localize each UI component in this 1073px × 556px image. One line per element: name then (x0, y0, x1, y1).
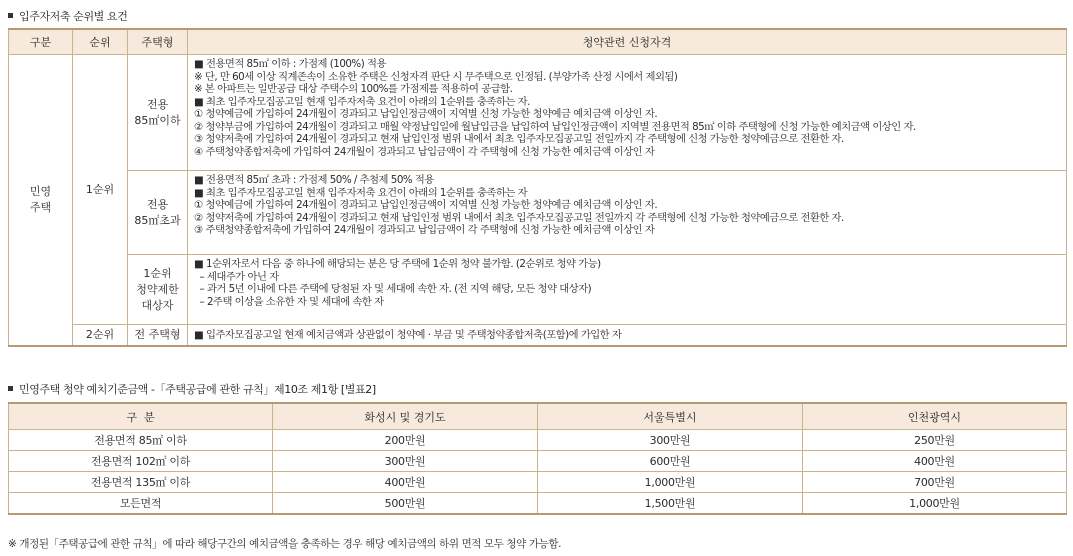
content-line: – 세대주가 아닌 자 (194, 270, 279, 283)
header-seoul: 서울특별시 (538, 403, 803, 430)
table-row (9, 493, 1067, 515)
cell-amount: 300만원 (273, 451, 538, 472)
content-line: ■ 전용면적 85㎡ 초과 : 가점제 50% / 추첨제 50% 적용 (194, 174, 434, 186)
table-header-row (9, 403, 1067, 430)
table-row (9, 451, 1067, 472)
content-line: ■ 입주자모집공고일 현재 예치금액과 상관없이 청약예 · 부금 및 주택청약종합저축(포함)에 가입한 자 (194, 328, 622, 341)
header-incheon: 인천광역시 (803, 403, 1067, 430)
cell-amount: 500만원 (273, 493, 538, 515)
content-line: ③ 청약저축에 가입하여 24개월이 경과되고 현재 납입인정 범위 내에서 최초 입주자모집공고일 전일까지 각 주택형에 신청 가능한 청약예금으로 전환한 자. (194, 133, 844, 145)
header-hwaseong-gyeonggi: 화성시 및 경기도 (273, 403, 538, 430)
subscription-requirements-table (8, 28, 1067, 347)
content-line: – 과거 5년 이내에 다른 주택에 당첨된 자 및 세대에 속한 자. (전 지역 해당, 모든 청약 대상자) (194, 283, 592, 295)
cell-amount: 300만원 (538, 430, 803, 451)
cell-amount: 250만원 (803, 430, 1067, 451)
table-row (9, 255, 1067, 325)
content-line: ② 청약부금에 가입하여 24개월이 경과되고 매월 약정납입일에 월납입금을 납입하여 납입인정금액이 지역별 전용면적 85㎡ 이하 주택형에 신청 가능한 예치금액 이상인 자. (194, 120, 916, 133)
row-area: 전용면적 85㎡ 이하 (9, 430, 273, 451)
table-row (9, 430, 1067, 451)
housing-type: 전용 85㎡초과 (128, 171, 188, 255)
qualification-content (188, 55, 1067, 171)
housing-type: 1순위 청약제한 대상자 (128, 255, 188, 325)
header-category: 구 분 (9, 403, 273, 430)
cell-amount: 1,500만원 (538, 493, 803, 515)
content-line: ※ 본 아파트는 일반공급 대상 주택수의 100%를 가점제를 적용하여 공급함. (194, 83, 513, 95)
bullet-square-icon (8, 386, 13, 391)
row-area: 모든면적 (9, 493, 273, 515)
section1-title: 입주자저축 순위별 요건 (8, 8, 127, 24)
row-area: 전용면적 135㎡ 이하 (9, 472, 273, 493)
qualification-content (188, 325, 1067, 346)
content-line: ■ 최초 입주자모집공고일 현재 입주자저축 요건이 아래의 1순위를 충족하는 자 (194, 186, 528, 199)
cell-amount: 1,000만원 (538, 472, 803, 493)
content-line: ① 청약예금에 가입하여 24개월이 경과되고 납입인정금액이 지역별 신청 가능한 청약예금 예치금액 이상인 자. (194, 199, 658, 211)
bullet-square-icon (8, 13, 13, 18)
content-line: – 2주택 이상을 소유한 자 및 세대에 속한 자 (194, 295, 384, 308)
content-line: ※ 단, 만 60세 이상 직계존속이 소유한 주택은 신청자격 판단 시 무주택으로 인정됨. (부양가족 산정 시에서 제외됨) (194, 70, 678, 83)
content-line: ① 청약예금에 가입하여 24개월이 경과되고 납입인정금액이 지역별 신청 가능한 청약예금 예치금액 이상인 자. (194, 108, 658, 120)
content-line: ■ 최초 입주자모집공고일 현재 입주자저축 요건이 아래의 1순위를 충족하는 자. (194, 95, 530, 108)
header-category: 구분 (9, 29, 73, 55)
row-area: 전용면적 102㎡ 이하 (9, 451, 273, 472)
rank-2: 2순위 (73, 325, 128, 346)
table-row (9, 472, 1067, 493)
qualification-content (188, 255, 1067, 325)
cell-amount: 700만원 (803, 472, 1067, 493)
table-row (9, 55, 1067, 171)
housing-type: 전 주택형 (128, 325, 188, 346)
cell-amount: 400만원 (803, 451, 1067, 472)
cell-amount: 200만원 (273, 430, 538, 451)
table-row (9, 325, 1067, 346)
housing-type: 전용 85㎡이하 (128, 55, 188, 171)
content-line: ③ 주택청약종합저축에 가입하여 24개월이 경과되고 납입금액이 각 주택형에 신청 가능한 예치금액 이상인 자 (194, 224, 655, 236)
content-line: ■ 전용면적 85㎡ 이하 : 가점제 (100%) 적용 (194, 58, 386, 70)
content-line: ④ 주택청약종합저축에 가입하여 24개월이 경과되고 납입금액이 각 주택형에 신청 가능한 예치금액 이상인 자 (194, 145, 655, 158)
category-private-housing: 민영 주택 (9, 55, 73, 346)
header-housing-type: 주택형 (128, 29, 188, 55)
section2-title: 민영주택 청약 예치기준금액 -「주택공급에 관한 규칙」제10조 제1항 [별표2] (8, 381, 376, 397)
table-header-row (9, 29, 1067, 55)
table-row (9, 171, 1067, 255)
cell-amount: 600만원 (538, 451, 803, 472)
deposit-amount-table (8, 402, 1067, 515)
cell-amount: 400만원 (273, 472, 538, 493)
content-line: ■ 1순위자로서 다음 중 하나에 해당되는 분은 당 주택에 1순위 청약 불가함. (2순위로 청약 가능) (194, 258, 601, 270)
rank-1: 1순위 (73, 55, 128, 325)
content-line: ② 청약저축에 가입하여 24개월이 경과되고 현재 납입인정 범위 내에서 최초 입주자모집공고일 전일까지 각 주택형에 신청 가능한 청약예금으로 전환한 자. (194, 211, 844, 224)
header-rank: 순위 (73, 29, 128, 55)
header-qualification: 청약관련 신청자격 (188, 29, 1067, 55)
cell-amount: 1,000만원 (803, 493, 1067, 515)
footnote: ※ 개정된「주택공급에 관한 규칙」에 따라 해당구간의 예치금액을 충족하는 경우 해당 예치금액의 하위 면적 모두 청약 가능함. (8, 538, 562, 550)
qualification-content (188, 171, 1067, 255)
